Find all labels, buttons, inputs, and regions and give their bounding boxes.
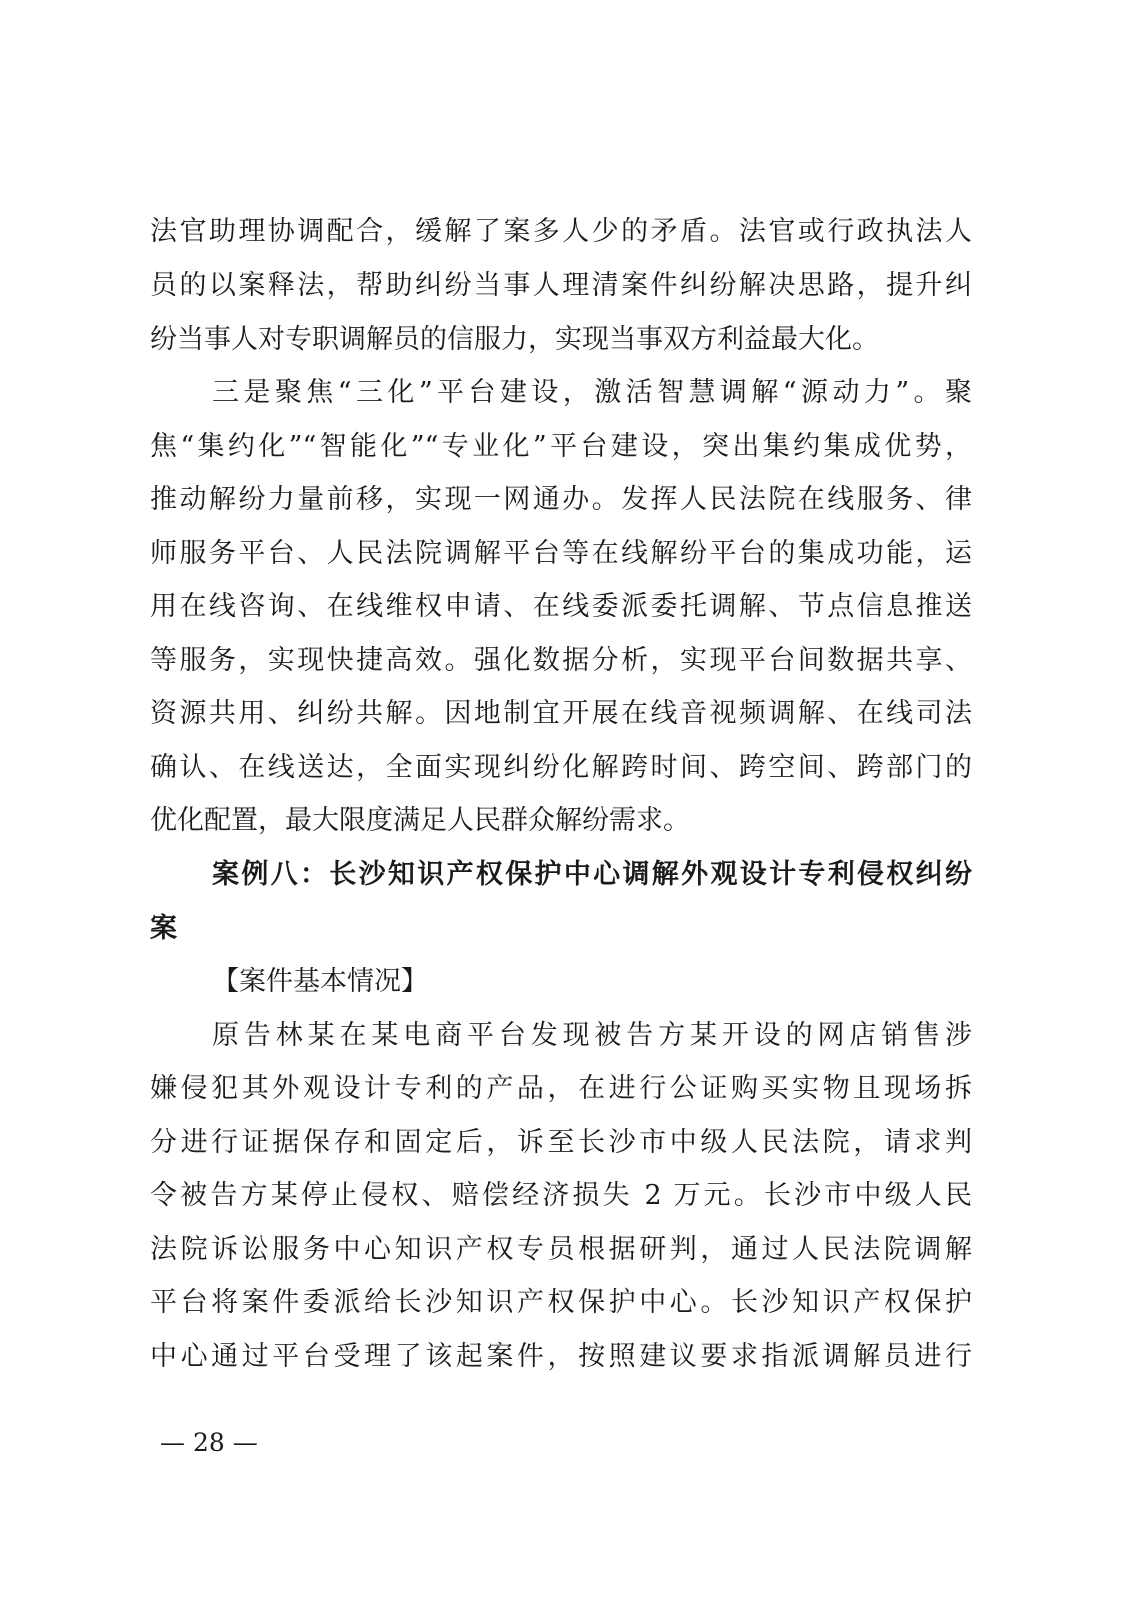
paragraph-line: 纷当事人对专职调解员的信服力，实现当事双方利益最大化。 <box>150 324 879 355</box>
paragraph-line: 分进行证据保存和固定后，诉至长沙市中级人民法院，请求判 <box>150 1127 972 1158</box>
paragraph-line: 法院诉讼服务中心知识产权专员根据研判，通过人民法院调解 <box>150 1234 972 1265</box>
paragraph-line: 用在线咨询、在线维权申请、在线委派委托调解、节点信息推送 <box>150 591 972 622</box>
page-number: — 28 — <box>160 1428 258 1457</box>
paragraph-line: 师服务平台、人民法院调解平台等在线解纷平台的集成功能，运 <box>150 538 972 569</box>
paragraph-line: 员的以案释法，帮助纠纷当事人理清案件纠纷解决思路，提升纠 <box>150 270 972 301</box>
paragraph-line: 优化配置，最大限度满足人民群众解纷需求。 <box>150 805 690 836</box>
case-heading: 案例八：长沙知识产权保护中心调解外观设计专利侵权纠纷 <box>212 859 972 890</box>
paragraph-line: 原告林某在某电商平台发现被告方某开设的网店销售涉 <box>212 1020 972 1051</box>
paragraph-line: 确认、在线送达，全面实现纠纷化解跨时间、跨空间、跨部门的 <box>150 752 972 783</box>
paragraph-line: 中心通过平台受理了该起案件，按照建议要求指派调解员进行 <box>150 1341 972 1372</box>
paragraph-line: 推动解纷力量前移，实现一网通办。发挥人民法院在线服务、律 <box>150 484 972 515</box>
paragraph-line: 令被告方某停止侵权、赔偿经济损失 2 万元。长沙市中级人民 <box>150 1180 972 1211</box>
paragraph-line: 等服务，实现快捷高效。强化数据分析，实现平台间数据共享、 <box>150 645 972 676</box>
section-heading: 【案件基本情况】 <box>212 966 428 997</box>
paragraph-line: 三是聚焦“三化”平台建设，激活智慧调解“源动力”。聚 <box>212 377 972 408</box>
paragraph-line: 平台将案件委派给长沙知识产权保护中心。长沙知识产权保护 <box>150 1287 972 1318</box>
paragraph-line: 嫌侵犯其外观设计专利的产品，在进行公证购买实物且现场拆 <box>150 1073 972 1104</box>
paragraph-line: 法官助理协调配合，缓解了案多人少的矛盾。法官或行政执法人 <box>150 216 972 247</box>
paragraph-line: 焦“集约化”“智能化”“专业化”平台建设，突出集约集成优势， <box>150 431 972 462</box>
case-heading-continuation: 案 <box>150 913 177 944</box>
paragraph-line: 资源共用、纠纷共解。因地制宜开展在线音视频调解、在线司法 <box>150 698 972 729</box>
